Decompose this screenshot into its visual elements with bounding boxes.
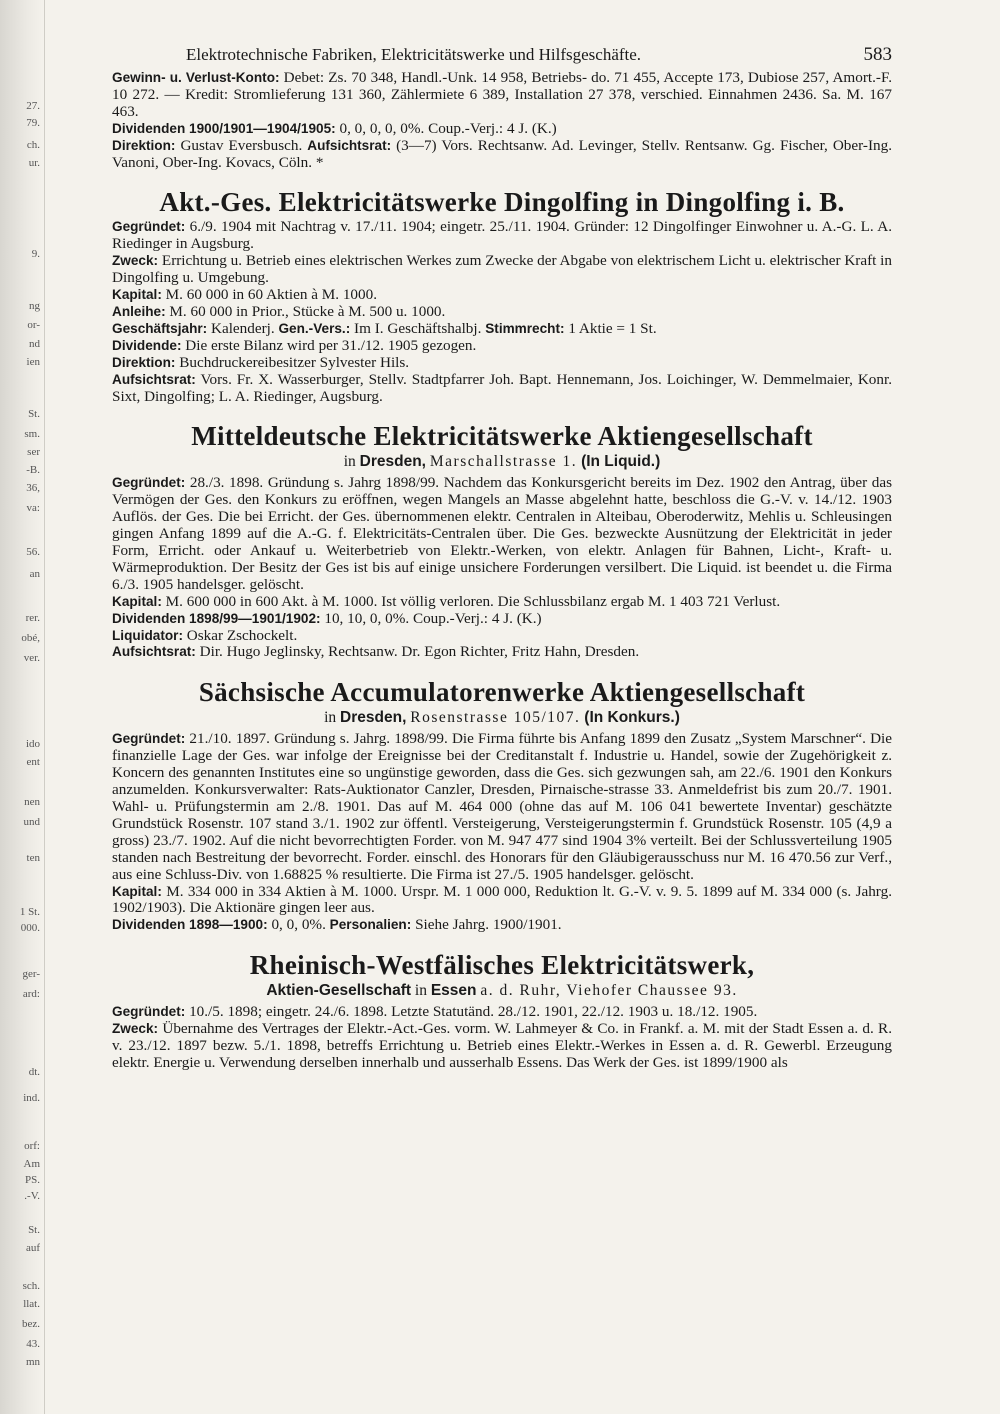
company-entry (112, 948, 892, 1072)
field-text: Gustav Eversbusch. (175, 136, 308, 154)
field-label: Personalien: (329, 917, 412, 933)
margin-fragment: auf (25, 1242, 40, 1254)
company-city: Dresden, (340, 709, 407, 727)
company-title: Akt.-Ges. Elektricitätswerke Dingolfing in Dingolfing i. B. (159, 187, 845, 218)
field-label: Aufsichtsrat: (112, 371, 196, 387)
field-text: M. 334 000 in 334 Aktien à M. 1000. Urspr. M. 1 000 000, Reduktion lt. G.-V. v. 9. 5. 1899 auf M. 334 000 (s. Jahrg. 1902/1903). Die Aktionäre gingen leer aus. (112, 882, 892, 917)
entry-paragraph (112, 338, 892, 355)
field-label: Kapital: (112, 883, 162, 899)
company-status: (In Konkurs.) (584, 709, 680, 727)
field-label: Kapital: (112, 593, 162, 609)
entry-paragraph (112, 372, 892, 406)
margin-fragment: nd (29, 338, 40, 350)
field-text: Siehe Jahrg. 1900/1901. (411, 916, 562, 934)
margin-fragment: ur. (28, 157, 40, 169)
address-preposition: in (343, 453, 356, 471)
page-number: 583 (863, 44, 892, 65)
field-label: Stimmrecht: (485, 320, 565, 336)
margin-fragment: ind. (23, 1092, 40, 1104)
field-label: Kapital: (112, 287, 162, 303)
margin-fragment: or- (27, 319, 40, 331)
margin-fragment: ard: (22, 988, 40, 1000)
margin-fragment: 56. (26, 546, 40, 558)
margin-fragment: 9. (31, 248, 40, 260)
margin-fragment: -B. (26, 464, 40, 476)
margin-fragment: rer. (25, 612, 40, 624)
company-title: Mitteldeutsche Elektricitätswerke Aktiengesellschaft (191, 421, 813, 452)
field-text: 1 Aktie = 1 St. (564, 319, 657, 337)
margin-fragment: 79. (26, 117, 40, 129)
entry-paragraph (112, 121, 892, 138)
field-label: Direktion: (112, 137, 176, 153)
field-text: 10, 10, 0, 0%. Coup.-Verj.: 4 J. (K.) (320, 609, 542, 627)
margin-fragment: orf: (24, 1140, 40, 1152)
field-text: Errichtung u. Betrieb eines elektrischen Werkes zum Zwecke der Abgabe von elektrischem Licht u. elektrischer Kraft in Dingolfing u. Umgebung. (112, 252, 892, 287)
field-label: Zweck: (112, 1021, 159, 1037)
company-address-line (112, 709, 892, 727)
field-label: Geschäftsjahr: (112, 320, 208, 336)
entry-paragraph (112, 219, 892, 253)
field-text: 28./3. 1898. Gründung s. Jahrg 1898/99. Nachdem das Konkursgericht bereits im Dez. 1902 den Antrag, über das Vermögen der Ges. den Konkurs zu eröffnen, wegen Mangels an Masse abgelehnt hatte, beschloss die G.-V. v. 14./12. 1903 Auflös. der Ges. Die bei Erricht. der Ges. übernommenen elektr. Centralen in Alteibau, Oberoderwitz, Mehlis u. Schleusingen gingen Anfang 1899 auf die A.-G. f. Elektricitäts-Centralen über. Die Ges. bezweckte Ausnützung der Elektricität in jeder Form, Erricht. oder Ankauf u. Weiterbetrieb von Elektr.-Werken, von elektr. Anlagen für Bahnen, Licht-, Kraft- u. Wärmeproduktion. Der Besitz der Ges ist bis auf einige unsichere Forderungen versilbert. Die Liquid. ist beendet u. die Firma 6./3. 1905 handelsger. gelöscht. (112, 474, 892, 593)
field-text: (3—7) Vors. Rechtsanw. Ad. Levinger, Stellv. Rentsanw. Gg. Fischer, Ober-Ing. Vanoni, Ober-Ing. Kovacs, Cöln. * (112, 136, 892, 171)
margin-fragment: 43. (26, 1338, 40, 1350)
company-city: Essen (430, 982, 477, 1000)
field-label: Aufsichtsrat: (307, 137, 392, 153)
company-entry (112, 185, 892, 405)
entry-paragraph (112, 917, 892, 934)
address-preposition: in (414, 982, 427, 1000)
field-label: Dividenden 1898—1900: (112, 917, 268, 933)
field-text: Oskar Zschockelt. (182, 626, 298, 644)
field-text: 10./5. 1898; eingetr. 24./6. 1898. Letzte Statutänd. 28./12. 1901, 22./12. 1903 u. 18./12. 1905. (185, 1003, 758, 1021)
margin-fragment: 000. (20, 922, 40, 934)
entry-paragraph (112, 70, 892, 121)
margin-fragment: an (29, 568, 40, 580)
company-address-line (112, 982, 892, 1000)
margin-fragment: 27. (26, 100, 40, 112)
field-text: Übernahme des Vertrages der Elektr.-Act.-Ges. vorm. W. Lahmeyer & Co. in Frankf. a. M. mit der Stadt Essen a. d. R. v. 23./12. 1897 bezw. 5./1. 1898, betreffs Errichtung u. Betrieb eines Elektr.-Werkes in Essen a. d. R. Gewerbl. Erzeugung elektr. Energie u. Verwendung derselben innerhalb und ausserhalb Essens. Das Werk der Ges. ist 1899/1900 als (112, 1020, 892, 1071)
company-status: (In Liquid.) (581, 453, 661, 471)
field-label: Direktion: (112, 354, 176, 370)
margin-fragment: ser (27, 446, 40, 458)
field-text: 6./9. 1904 mit Nachtrag v. 17./11. 1904; eingetr. 25./11. 1904. Gründer: 12 Dingolfinger Einwohner u. A.-G. L. A. Riedinger in Augsburg. (112, 218, 892, 253)
margin-fragment: Am (23, 1158, 40, 1170)
company-legal-form: Aktien-Gesellschaft (266, 982, 412, 1000)
entry-paragraph (112, 321, 892, 338)
page-content (112, 40, 892, 1074)
field-label: Zweck: (112, 253, 159, 269)
margin-fragment: .-V. (24, 1190, 40, 1202)
company-entry (112, 419, 892, 661)
margin-fragment: va: (26, 502, 40, 514)
entry-paragraph (112, 304, 892, 321)
margin-fragment: ido (25, 738, 40, 750)
field-label: Dividenden 1898/99—1901/1902: (112, 610, 321, 626)
field-text: Vors. Fr. X. Wasserburger, Stellv. Stadtpfarrer Joh. Bapt. Hennemann, Jos. Loichinger, W. Demmelmaier, Konr. Sixt, Dingolfing; L. A. Riedinger, Augsburg. (112, 370, 892, 405)
field-label: Gen.-Vers.: (278, 320, 351, 336)
field-label: Gegründet: (112, 1004, 186, 1020)
margin-fragment: ng (29, 300, 40, 312)
company-street: a. d. Ruhr, Viehofer Chaussee 93. (480, 982, 738, 1000)
field-text: 21./10. 1897. Gründung s. Jahrg. 1898/99. Die Firma führte bis Anfang 1899 den Zusatz „System Marschner“. Die finanzielle Lage der Ges. war infolge der Ereignisse bei der Creditanstalt f. Industrie u. Handel, sowie der Zugehörigkeit z. Koncern des genannten Institutes eine so ungünstige geworden, dass die Ges. sich gezwungen sah, am 22./6. 1901 den Konkurs anzumelden. Konkursverwalter: Rats-Auktionator Canzler, Dresden, Pirnaische-strasse 33. Anmeldefrist bis zum 20./7. 1901. Wahl- u. Prüfungstermin am 2./8. 1901. Das auf M. 464 000 (ohne das auf M. 106 041 bewertete Inventar) geschätzte Grundstück Rosenstr. 107 stand 3./1. 1902 zur öffentl. Versteigerung, Versteigerungstermin f. Grundstück Rosenstr. 105 (4,9 a gross) 23./7. 1902. Auf die nicht bevorrechtigten Forder. von M. 947 477 sind 1904 3% verteilt. Bei der Schlussverteilung 1905 standen nach Bestreitung der bevorrecht. Forder. einschl. des Honorars für den Gläubigerausschuss nur M. 16 470.56 zur Verf., aus eine Schluss-Div. von 1.68825 % resultierte. Die Firma ist 27./5. 1905 handelsger. gelöscht. (112, 730, 892, 883)
company-entry (112, 70, 892, 171)
field-text: M. 600 000 in 600 Akt. à M. 1000. Ist völlig verloren. Die Schlussbilanz ergab M. 1 403 721 Verlust. (161, 592, 781, 610)
entry-paragraph (112, 1004, 892, 1021)
field-text: Im I. Geschäftshalbj. (350, 319, 486, 337)
entry-paragraph (112, 628, 892, 645)
company-title: Rheinisch-Westfälisches Elektricitätswerk, (249, 950, 755, 981)
entry-paragraph (112, 1021, 892, 1072)
field-label: Gegründet: (112, 731, 186, 747)
address-preposition: in (324, 709, 337, 727)
entry-paragraph (112, 731, 892, 883)
margin-fragment: 1 St. (19, 906, 40, 918)
field-text: Buchdruckereibesitzer Sylvester Hils. (175, 353, 410, 371)
company-city: Dresden, (359, 453, 426, 471)
company-street: Rosenstrasse 105/107. (410, 709, 581, 727)
margin-fragment: dt. (28, 1066, 40, 1078)
field-label: Aufsichtsrat: (112, 644, 196, 660)
left-margin-gutter (0, 0, 45, 1414)
entry-paragraph (112, 355, 892, 372)
field-text: M. 60 000 in Prior., Stücke à M. 500 u. 1000. (165, 302, 446, 320)
field-text: Debet: Zs. 70 348, Handl.-Unk. 14 958, Betriebs- do. 71 455, Accepte 173, Dubiose 257, Amort.-F. 10 272. — Kredit: Stromlieferung 131 360, Zählermiete 6 389, Installation 27 378, verschied. Einnahmen 2436. Sa. M. 167 463. (112, 69, 892, 120)
margin-fragment: 36, (26, 482, 40, 494)
margin-fragment: obé, (21, 632, 40, 644)
field-text: M. 60 000 in 60 Aktien à M. 1000. (161, 286, 378, 304)
margin-fragment: llat. (23, 1298, 40, 1310)
entry-paragraph (112, 884, 892, 918)
entry-paragraph (112, 594, 892, 611)
entry-paragraph (112, 287, 892, 304)
field-label: Dividende: (112, 337, 182, 353)
company-entry (112, 675, 892, 934)
field-text: 0, 0, 0, 0, 0%. Coup.-Verj.: 4 J. (K.) (335, 119, 557, 137)
company-title: Sächsische Accumulatorenwerke Aktiengesellschaft (198, 677, 806, 708)
field-label: Dividenden 1900/1901—1904/1905: (112, 120, 336, 136)
entry-paragraph (112, 475, 892, 593)
margin-fragment: ch. (26, 139, 40, 151)
field-label: Gegründet: (112, 475, 186, 491)
field-text: Kalenderj. (207, 319, 279, 337)
margin-fragment: ver. (23, 652, 40, 664)
margin-fragment: mn (25, 1356, 40, 1368)
field-text: 0, 0, 0%. (267, 916, 330, 934)
entry-paragraph (112, 611, 892, 628)
field-text: Dir. Hugo Jeglinsky, Rechtsanw. Dr. Egon Richter, Fritz Hahn, Dresden. (195, 643, 640, 661)
company-address-line (112, 453, 892, 471)
field-text: Die erste Bilanz wird per 31./12. 1905 gezogen. (181, 336, 477, 354)
field-label: Anleihe: (112, 303, 166, 319)
company-entries (112, 70, 892, 1072)
margin-fragment: und (23, 816, 40, 828)
entry-paragraph (112, 138, 892, 172)
margin-fragment: bez. (21, 1318, 40, 1330)
entry-paragraph (112, 644, 892, 661)
company-street: Marschallstrasse 1. (429, 453, 578, 471)
margin-fragment: ien (26, 356, 40, 368)
field-label: Gegründet: (112, 219, 186, 235)
margin-fragment: PS. (25, 1174, 40, 1186)
margin-fragment: nen (24, 796, 40, 808)
running-head-title: Elektrotechnische Fabriken, Elektricitätswerke und Hilfsgeschäfte. (186, 45, 642, 64)
margin-fragment: ger- (22, 968, 40, 980)
entry-paragraph (112, 253, 892, 287)
field-label: Liquidator: (112, 627, 183, 643)
running-head (112, 40, 892, 70)
field-label: Gewinn- u. Verlust-Konto: (112, 70, 280, 85)
margin-fragment: ten (26, 852, 40, 864)
margin-fragment: sm. (24, 428, 40, 440)
margin-fragment: St. (28, 408, 40, 420)
margin-fragment: ent (26, 756, 40, 768)
margin-fragment: sch. (22, 1280, 40, 1292)
margin-fragment: St. (28, 1224, 40, 1236)
